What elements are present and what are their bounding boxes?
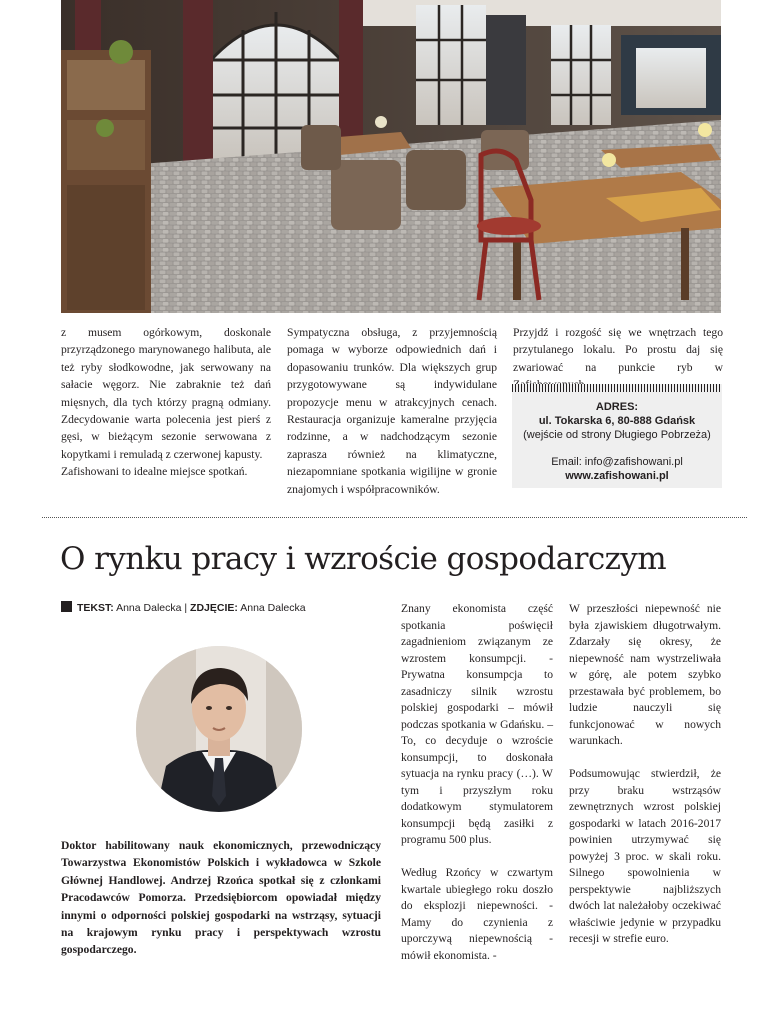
photo-author: Anna Dalecka (240, 602, 306, 614)
address-note: (wejście od strony Długiego Pobrzeża) (523, 429, 711, 441)
restaurant-interior-photo (61, 0, 721, 313)
address-street: ul. Tokarska 6, 80-888 Gdańsk (538, 415, 696, 427)
paragraph: z musem ogórkowym, doskonale przyrządzonego marynowanego halibuta, ale też ryby słodkowodne, jak serwowany na sałacie węgorz. Nie zabraknie też dań mięsnych, dla tych którzy pragną odmiany. Zdecydowanie warta polecenia jest pierś z gęsi, w bieżącym sezonie serwowana z kopytkami i remuladą z czerwonej kapusty. (61, 326, 271, 461)
photo-label: ZDJĘCIE: (190, 602, 238, 614)
square-bullet-icon (61, 601, 72, 612)
paragraph: Sympatyczna obsługa, z przyjemnością pomaga w wyborze odpowiednich dań i dopasowaniu trunków. Dla większych grup przygotowywane są indywidulane propozycje menu w atrakcyjnych cenach. Restauracja organizuje kameralne przyjęcia rodzinne, a w nadchodzącym sezonie zaprasza również na klimatyczne, niezapomniane spotkania wigilijne w gronie znajomych i współpracowników. (287, 326, 497, 496)
address-email: Email: info@zafishowani.pl (551, 456, 683, 468)
restaurant-illustration (61, 0, 721, 313)
text-label: TEKST: (77, 602, 114, 614)
restaurant-column-1 (61, 324, 271, 481)
address-lines (512, 400, 722, 483)
article-column-1 (401, 601, 553, 981)
portrait-illustration (136, 646, 302, 812)
article-credits (61, 601, 306, 615)
article-lead: Doktor habilitowany nauk ekonomicznych, przewodniczący Towarzystwa Ekonomistów Polskich i wykładowca w Szkole Głównej Handlowej. Andrzej Rzońca spotkał się z członkami Pracodawców Pomorza. Przedsiębiorcom opowiadał między innymi o odporności polskiej gospodarki na wstrząsy, sytuacji na krajowym rynku pracy i perspektywach wzrostu gospodarczego. (61, 839, 381, 957)
decorative-ticks (512, 384, 722, 392)
restaurant-column-2 (287, 324, 497, 498)
paragraph: Przyjdź i rozgość się we wnętrzach tego przytulanego lokalu. Po prostu daj się zwariować na punkcie ryb w (513, 326, 723, 374)
credits-separator: | (184, 602, 188, 614)
section-divider (42, 517, 747, 518)
paragraph: Podsumowując stwierdził, że przy braku wstrząsów zewnętrznych wzrost polskiej gospodarki w latach 2016-2017 powinien utrzymywać się powyżej 3 proc. w skali roku. Silnego spowolnienia w perspektywie najbliższych dwóch lat należałoby oczekiwać właściwie jedynie w przypadku recesji w strefie euro. (569, 767, 721, 945)
article-column-2 (569, 601, 721, 964)
paragraph: W przeszłości niepewność nie była zjawiskiem długotrwałym. Zdarzały się okresy, że niepewność nam wystrzeliwała w górę, ale potem szybko przestawała być problemem, bo ludzie nauczyli się funkcjonować w nowych warunkach. (569, 602, 721, 747)
paragraph: Znany ekonomista część spotkania poświęcił zagadnieniom związanym ze wzrostem konsumpcji. - Prywatna konsumpcja to zasadniczy silnik wzrostu polskiej gospodarki – mówił podczas spotkania w Gdańsku. – To, co decyduje o wzroście konsumpcji, to doskonała sytuacja na rynku pracy (…). W tym i przyszłym roku dodatkowym stymulatorem konsumpcji będą zasiłki z programu 500 plus. (401, 602, 553, 846)
paragraph: Według Rzońcy w czwartym kwartale ubiegłego roku doszło do eksplozji niepewności. - Mamy do czynienia z uporczywą niepewnością - mówił ekonomista. - (401, 866, 553, 962)
address-box (512, 384, 722, 488)
portrait-photo (136, 646, 302, 812)
article-title: O rynku pracy i wzroście gospodarczym (60, 541, 667, 577)
text-author: Anna Dalecka (116, 602, 182, 614)
address-website: www.zafishowani.pl (565, 470, 669, 482)
address-heading: ADRES: (595, 401, 639, 413)
paragraph: Zafishowani to idealne miejsce spotkań. (61, 465, 248, 479)
